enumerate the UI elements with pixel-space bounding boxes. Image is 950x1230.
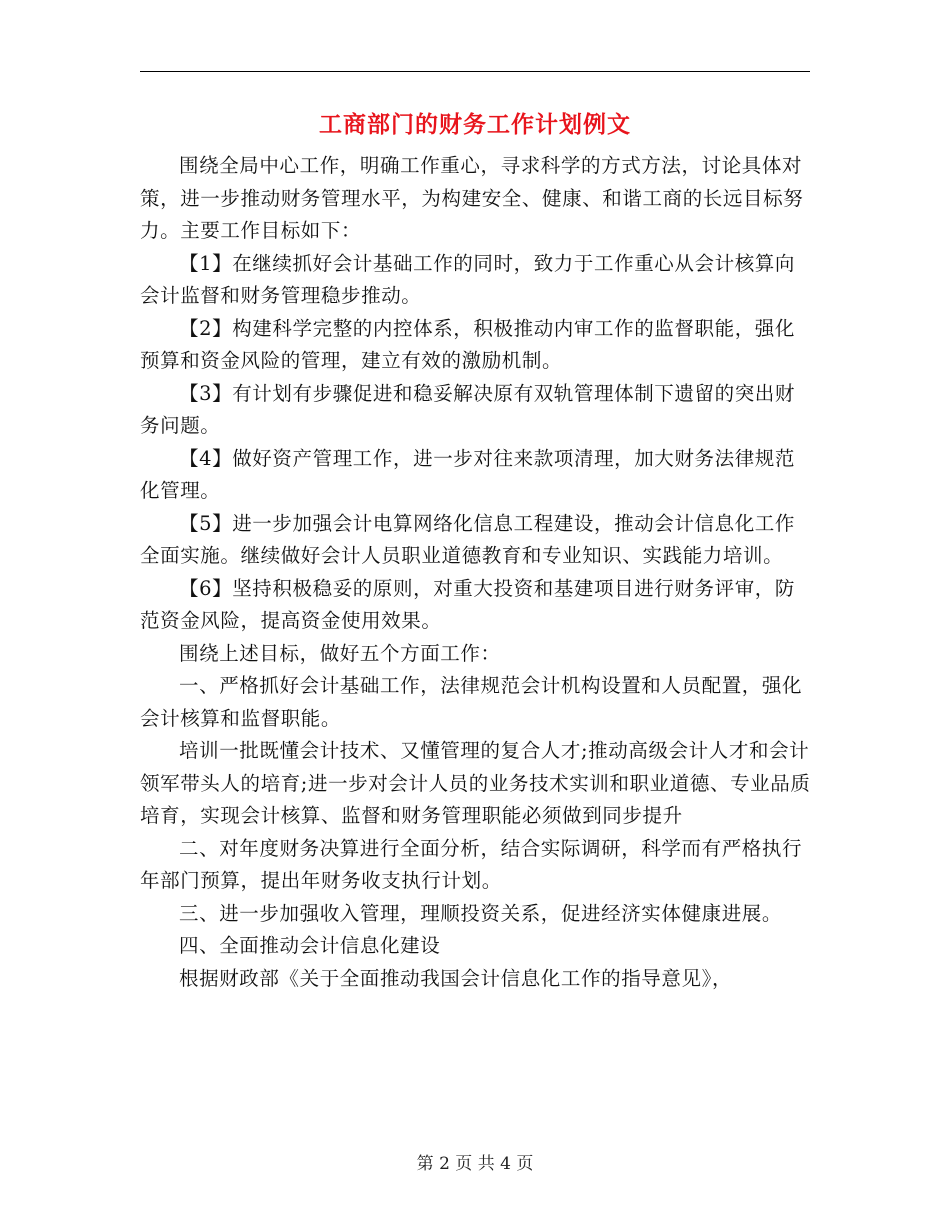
- paragraph-section-4: 四、全面推动会计信息化建设: [179, 934, 441, 957]
- paragraph-reference: 根据财政部《关于全面推动我国会计信息化工作的指导意见》，: [179, 966, 733, 990]
- paragraph-goal-4: 【4】做好资产管理工作，进一步对往来款项清理，加大财务法律规范化管理。: [140, 446, 796, 502]
- paragraph-five-aspects: 围绕上述目标，做好五个方面工作：: [179, 641, 501, 665]
- paragraph-section-1: 一、严格抓好会计基础工作，法律规范会计机构设置和人员配置，强化会计核算和监督职能。: [140, 674, 803, 730]
- paragraph-intro: 围绕全局中心工作，明确工作重心，寻求科学的方式方法，讨论具体对策，进一步推动财务管理水平，为构建安全、健康、和谐工商的长远目标努力。主要工作目标如下：: [140, 154, 804, 242]
- document-title: 工商部门的财务工作计划例文: [319, 111, 631, 138]
- paragraph-goal-5: 【5】进一步加强会计电算网络化信息工程建设，推动会计信息化工作全面实施。继续做好会计人员职业道德教育和专业知识、实践能力培训。: [140, 511, 796, 567]
- header-rule: [140, 71, 810, 72]
- paragraph-goal-2: 【2】构建科学完整的内控体系，积极推动内审工作的监督职能，强化预算和资金风险的管理，建立有效的激励机制。: [140, 316, 796, 372]
- paragraph-section-2: 二、对年度财务决算进行全面分析，结合实际调研，科学而有严格执行年部门预算，提出年财务收支执行计划。: [140, 836, 803, 892]
- page-number: 第 2 页 共 4 页: [416, 1154, 534, 1174]
- document-body: [140, 150, 812, 995]
- paragraph-section-3: 三、进一步加强收入管理，理顺投资关系，促进经济实体健康进展。: [179, 901, 783, 925]
- paragraph-goal-1: 【1】在继续抓好会计基础工作的同时，致力于工作重心从会计核算向会计监督和财务管理稳步推动。: [140, 251, 796, 307]
- paragraph-goal-6: 【6】坚持积极稳妥的原则，对重大投资和基建项目进行财务评审，防范资金风险，提高资金使用效果。: [140, 576, 796, 632]
- paragraph-training: 培训一批既懂会计技术、又懂管理的复合人才;推动高级会计人才和会计领军带头人的培育;进一步对会计人员的业务技术实训和职业道德、专业品质培育，实现会计核算、监督和财务管理职能必须做到同步提升: [140, 739, 811, 827]
- paragraph-goal-3: 【3】有计划有步骤促进和稳妥解决原有双轨管理体制下遗留的突出财务问题。: [140, 381, 796, 437]
